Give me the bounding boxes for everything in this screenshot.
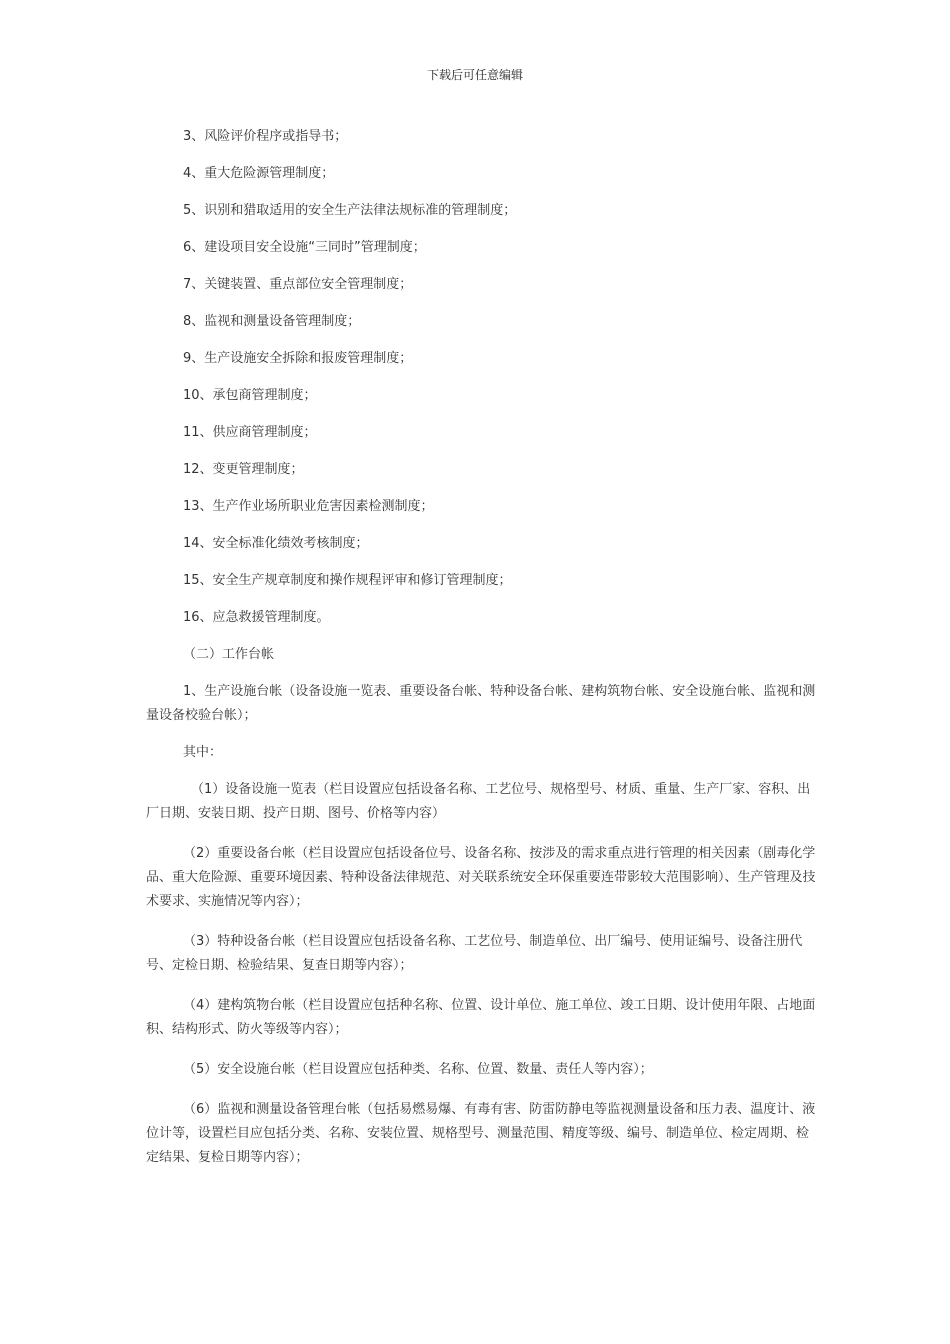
sub-item: （6）监视和测量设备管理台帐（包括易燃易爆、有毒有害、防雷防静电等监视测量设备和压力表、温度计、液位计等，设置栏目应包括分类、名称、安装位置、规格型号、测量范围、精度等级、编号、制造单位、检定周期、检定结果、复检日期等内容）； (146, 1102, 816, 1165)
sub-item: （3）特种设备台帐（栏目设置应包括设备名称、工艺位号、制造单位、出厂编号、使用证编号、设备注册代号、定检日期、检验结果、复查日期等内容）； (146, 934, 803, 973)
list-item: 4、重大危险源管理制度； (183, 166, 335, 181)
list-item: 5、识别和猎取适用的安全生产法律法规标准的管理制度； (183, 203, 517, 218)
sub-item: （4）建构筑物台帐（栏目设置应包括种名称、位置、设计单位、施工单位、竣工日期、设计使用年限、占地面积、结构形式、防火等级等内容）； (146, 998, 816, 1037)
list-item: 6、建设项目安全设施“三同时”管理制度； (183, 240, 426, 255)
list-item: 16、应急救援管理制度。 (183, 610, 330, 625)
document-body (146, 125, 818, 1186)
list-item: 8、监视和测量设备管理制度； (183, 314, 361, 329)
section-title: （二）工作台帐 (183, 647, 275, 662)
list-item: 10、承包商管理制度； (183, 388, 317, 403)
list-item: 3、风险评价程序或指导书； (183, 129, 348, 144)
sub-item: （5）安全设施台帐（栏目设置应包括种类、名称、位置、数量、责任人等内容）； (183, 1062, 653, 1077)
list-item: 12、变更管理制度； (183, 462, 304, 477)
page-header: 下载后可任意编辑 (426, 68, 523, 82)
list-item: 13、生产作业场所职业危害因素检测制度； (183, 499, 434, 514)
list-item: 11、供应商管理制度； (183, 425, 317, 440)
paragraph: 1、生产设施台帐（设备设施一览表、重要设备台帐、特种设备台帐、建构筑物台帐、安全设施台帐、监视和测量设备校验台帐）； (146, 684, 816, 723)
sub-item: （1）设备设施一览表（栏目设置应包括设备名称、工艺位号、规格型号、材质、重量、生产厂家、容积、出厂日期、安装日期、投产日期、图号、价格等内容） (146, 782, 811, 821)
list-item: 9、生产设施安全拆除和报废管理制度； (183, 351, 413, 366)
paragraph: 其中： (183, 745, 223, 760)
sub-item: （2）重要设备台帐（栏目设置应包括设备位号、设备名称、按涉及的需求重点进行管理的相关因素（剧毒化学品、重大危险源、重要环境因素、特种设备法律规范、对关联系统安全环保重要连带影较大范围影响）、生产管理及技术要求、实施情况等内容）； (146, 846, 816, 909)
list-item: 15、安全生产规章制度和操作规程评审和修订管理制度； (183, 573, 512, 588)
list-item: 7、关键装置、重点部位安全管理制度； (183, 277, 413, 292)
list-item: 14、安全标准化绩效考核制度； (183, 536, 369, 551)
